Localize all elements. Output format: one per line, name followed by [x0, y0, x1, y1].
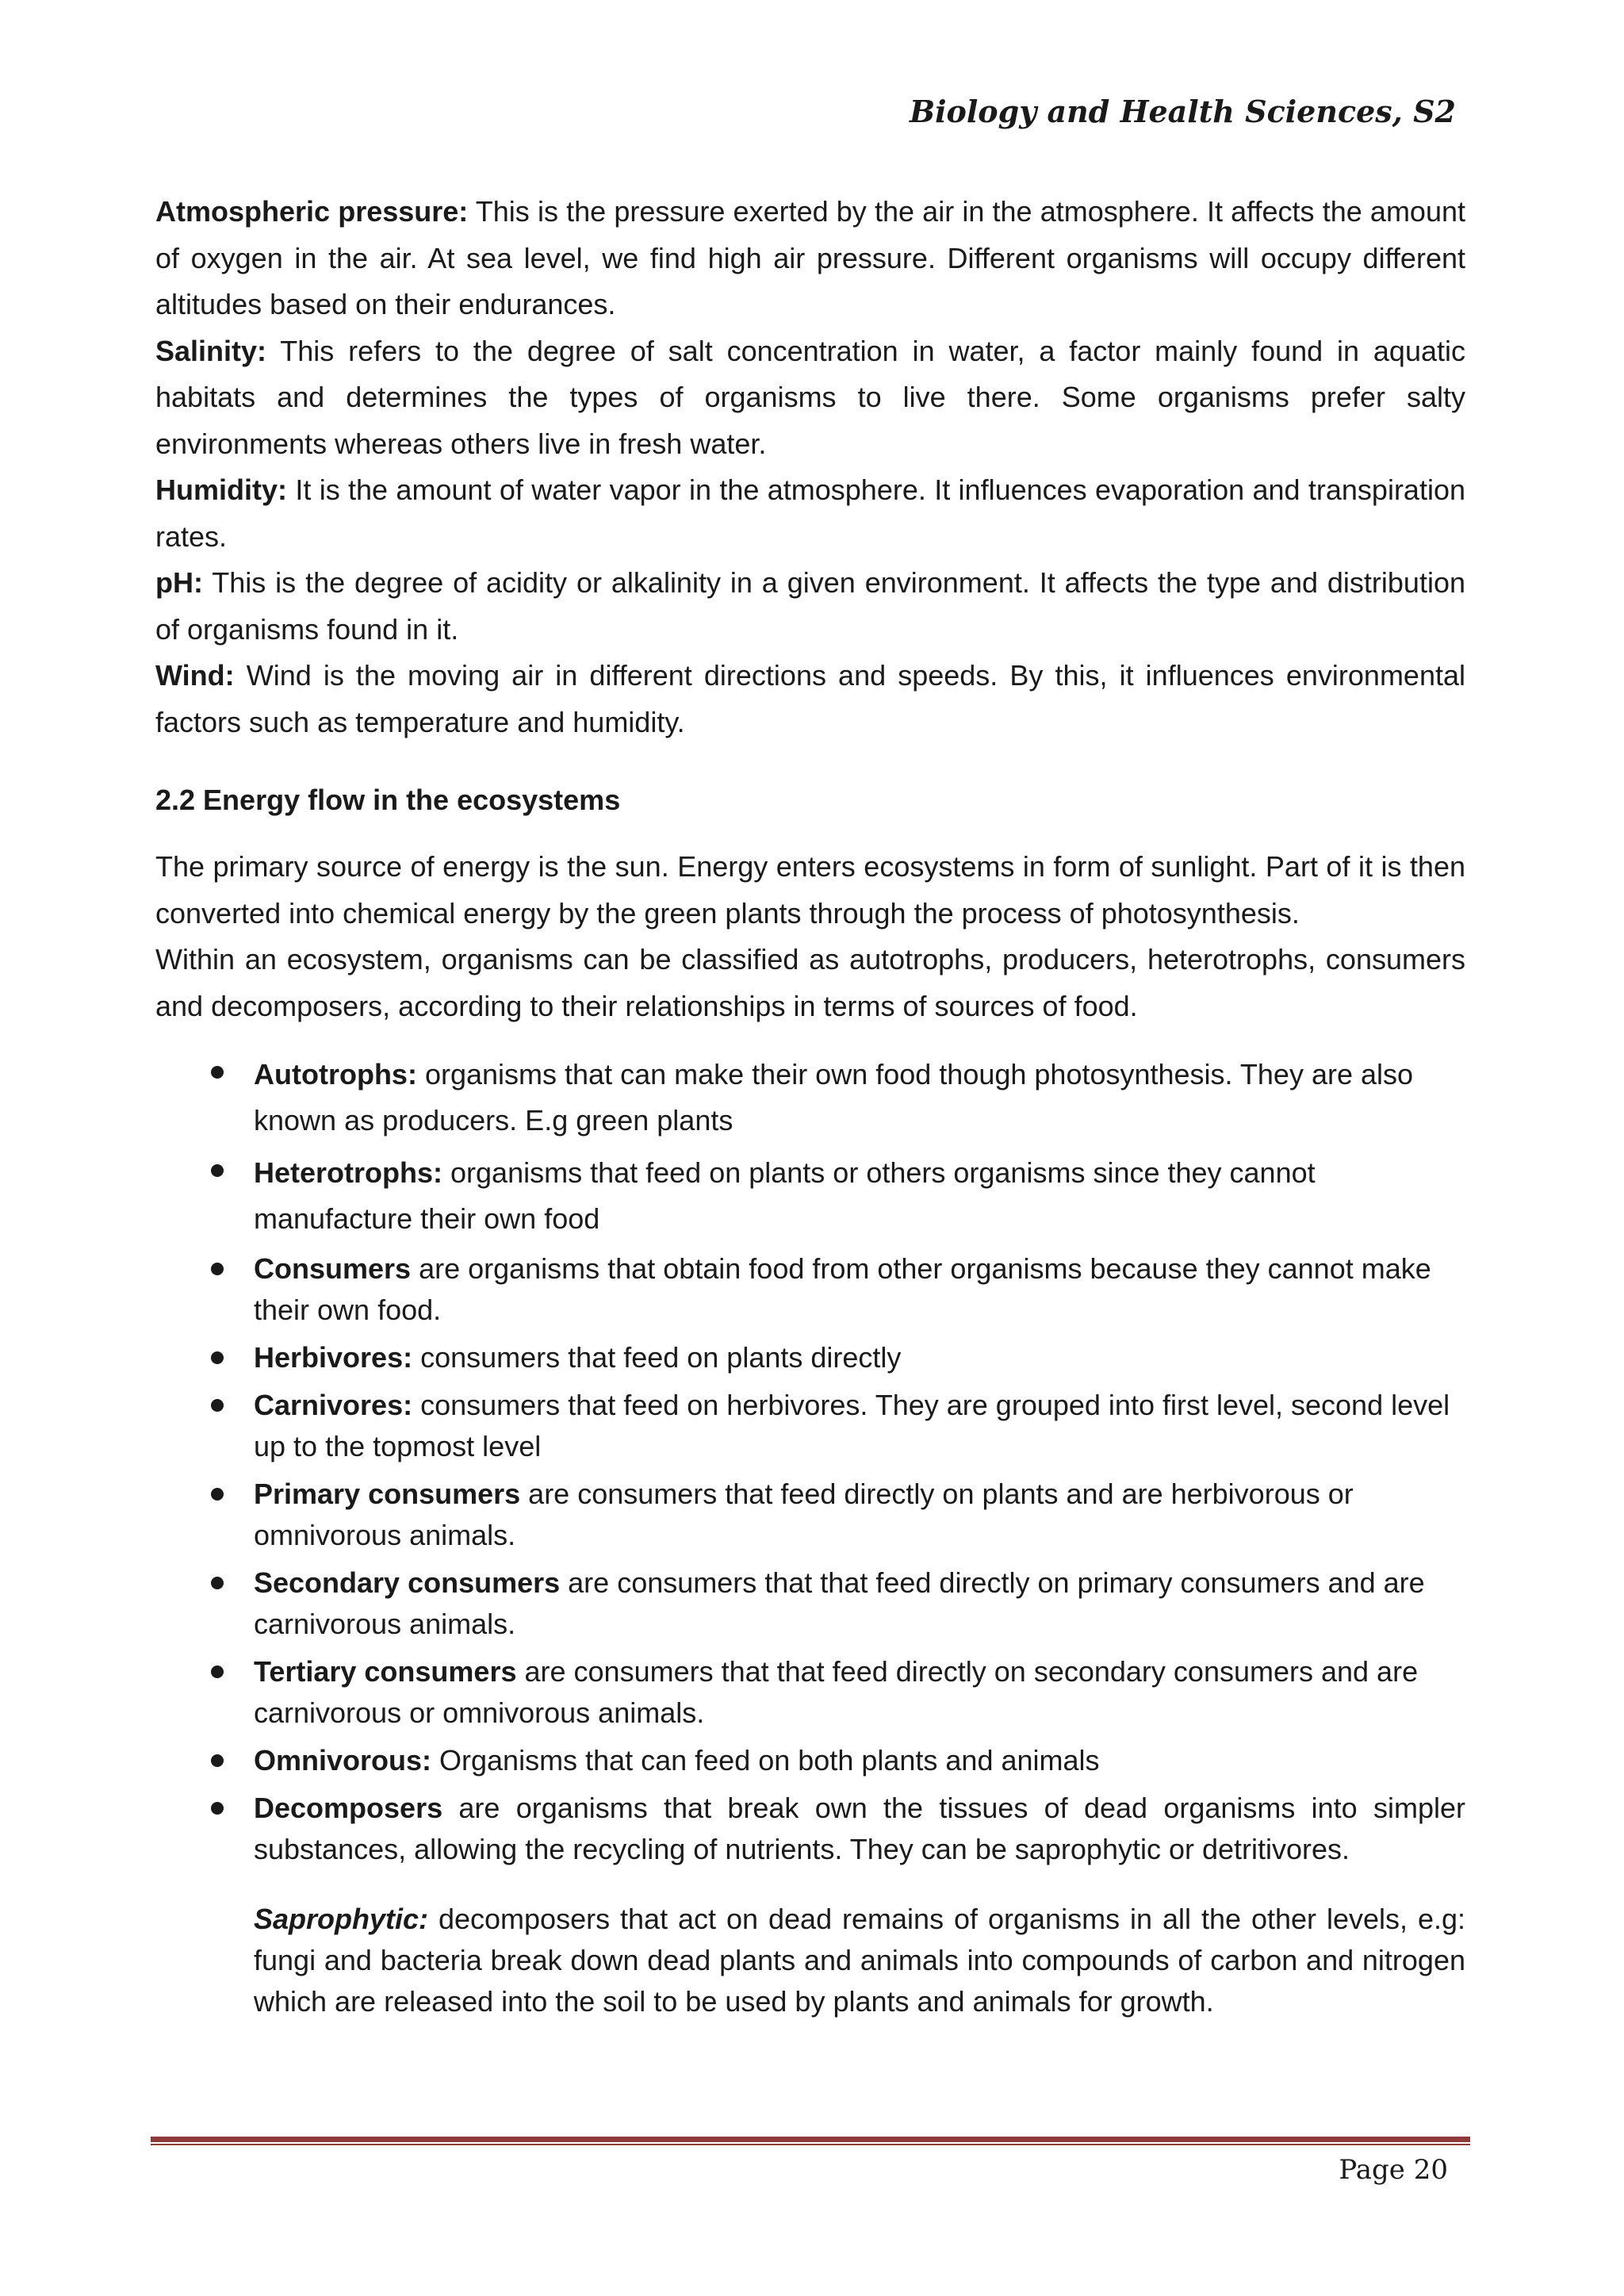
bullet-term: Decomposers [254, 1792, 443, 1824]
factor-atmospheric-pressure [155, 189, 1465, 328]
saprophytic-text: decomposers that act on dead remains of organisms in all the other levels, e.g: fungi and bacteria break down dead plants and animals into compounds of carbon and nitrogen which are released into the soil to be used by plants and animals for growth. [254, 1903, 1465, 2018]
bullet-term: Secondary consumers [254, 1566, 561, 1599]
factor-text: This refers to the degree of salt concentration in water, a factor mainly found in aquatic habitats and determines the types of organisms to live there. Some organisms prefer salty environments whereas others live in fresh water. [155, 334, 1465, 460]
bullet-text: Organisms that can feed on both plants and animals [431, 1744, 1100, 1777]
bullet-term: Heterotrophs: [254, 1156, 443, 1189]
bullet-text: are organisms that obtain food from other organisms because they cannot make their own food. [254, 1252, 1431, 1326]
factor-term: Wind: [155, 659, 235, 692]
list-item [155, 1788, 1465, 1870]
bullet-icon [211, 1399, 224, 1412]
footer-divider [151, 2137, 1470, 2145]
list-item [155, 1052, 1465, 1144]
page-number: Page 20 [1339, 2154, 1448, 2186]
list-item [155, 1562, 1465, 1645]
bullet-icon [211, 1164, 224, 1177]
list-item [155, 1337, 1465, 1378]
list-item [155, 1150, 1465, 1242]
bullet-icon [211, 1754, 224, 1767]
intro-paragraph: The primary source of energy is the sun. Energy enters ecosystems in form of sunlight. Part of it is then converted into chemical energy by the green plants through the process of photosynthesis. [155, 850, 1465, 930]
factor-term: Humidity: [155, 473, 287, 506]
bullet-term: Herbivores: [254, 1341, 413, 1374]
bullet-icon [211, 1066, 224, 1079]
bullet-term: Omnivorous: [254, 1744, 432, 1777]
page-body [155, 189, 1465, 2022]
bullet-text: are organisms that break own the tissues of dead organisms into simpler substances, allowing the recycling of nutrients. They can be saprophytic or detritivores. [254, 1792, 1465, 1865]
intro-paragraph: Within an ecosystem, organisms can be classified as autotrophs, producers, heterotrophs, consumers and decomposers, according to their relationships in terms of sources of food. [155, 943, 1465, 1022]
bullet-icon [211, 1665, 224, 1678]
bullet-term: Carnivores: [254, 1389, 413, 1421]
bullet-term: Consumers [254, 1252, 412, 1285]
bullet-term: Primary consumers [254, 1478, 521, 1510]
organism-types-list [155, 1052, 1465, 1870]
saprophytic-definition [254, 1899, 1465, 2022]
bullet-icon [211, 1802, 224, 1815]
bullet-text: are consumers that that feed directly on primary consumers and are carnivorous animals. [254, 1566, 1425, 1640]
factor-salinity [155, 328, 1465, 468]
factor-text: This is the degree of acidity or alkalinity in a given environment. It affects the type and distribution of organisms found in it. [155, 566, 1465, 646]
factor-humidity [155, 467, 1465, 560]
bullet-icon [211, 1263, 224, 1275]
bullet-term: Autotrophs: [254, 1058, 417, 1091]
factor-text: This is the pressure exerted by the air in the atmosphere. It affects the amount of oxygen in the air. At sea level, we find high air pressure. Different organisms will occupy different altitudes based on their endurances. [155, 195, 1465, 320]
running-header: Biology and Health Sciences, S2 [909, 94, 1456, 129]
factor-term: pH: [155, 566, 203, 599]
factor-text: Wind is the moving air in different directions and speeds. By this, it influences environmental factors such as temperature and humidity. [155, 659, 1465, 738]
list-item [155, 1651, 1465, 1734]
list-item [155, 1740, 1465, 1781]
factor-text: It is the amount of water vapor in the atmosphere. It influences evaporation and transpiration rates. [155, 473, 1465, 553]
factor-wind [155, 653, 1465, 746]
factor-term: Salinity: [155, 334, 267, 367]
bullet-text: organisms that can make their own food though photosynthesis. They are also known as producers. E.g green plants [254, 1058, 1414, 1137]
bullet-icon [211, 1577, 224, 1589]
saprophytic-term: Saprophytic: [254, 1903, 429, 1935]
factor-term: Atmospheric pressure: [155, 195, 469, 228]
list-item [155, 1248, 1465, 1331]
bullet-text: consumers that feed on herbivores. They are grouped into first level, second level up to the topmost level [254, 1389, 1450, 1462]
list-item [155, 1385, 1465, 1467]
bullet-icon [211, 1488, 224, 1501]
bullet-text: are consumers that that feed directly on secondary consumers and are carnivorous or omnivorous animals. [254, 1655, 1419, 1729]
bullet-icon [211, 1351, 224, 1364]
bullet-text: organisms that feed on plants or others organisms since they cannot manufacture their own food [254, 1156, 1316, 1235]
bullet-term: Tertiary consumers [254, 1655, 517, 1688]
bullet-text: are consumers that feed directly on plants and are herbivorous or omnivorous animals. [254, 1478, 1354, 1551]
factor-ph [155, 560, 1465, 653]
section-heading: 2.2 Energy flow in the ecosystems [155, 784, 621, 816]
bullet-text: consumers that feed on plants directly [412, 1341, 902, 1374]
list-item [155, 1474, 1465, 1556]
